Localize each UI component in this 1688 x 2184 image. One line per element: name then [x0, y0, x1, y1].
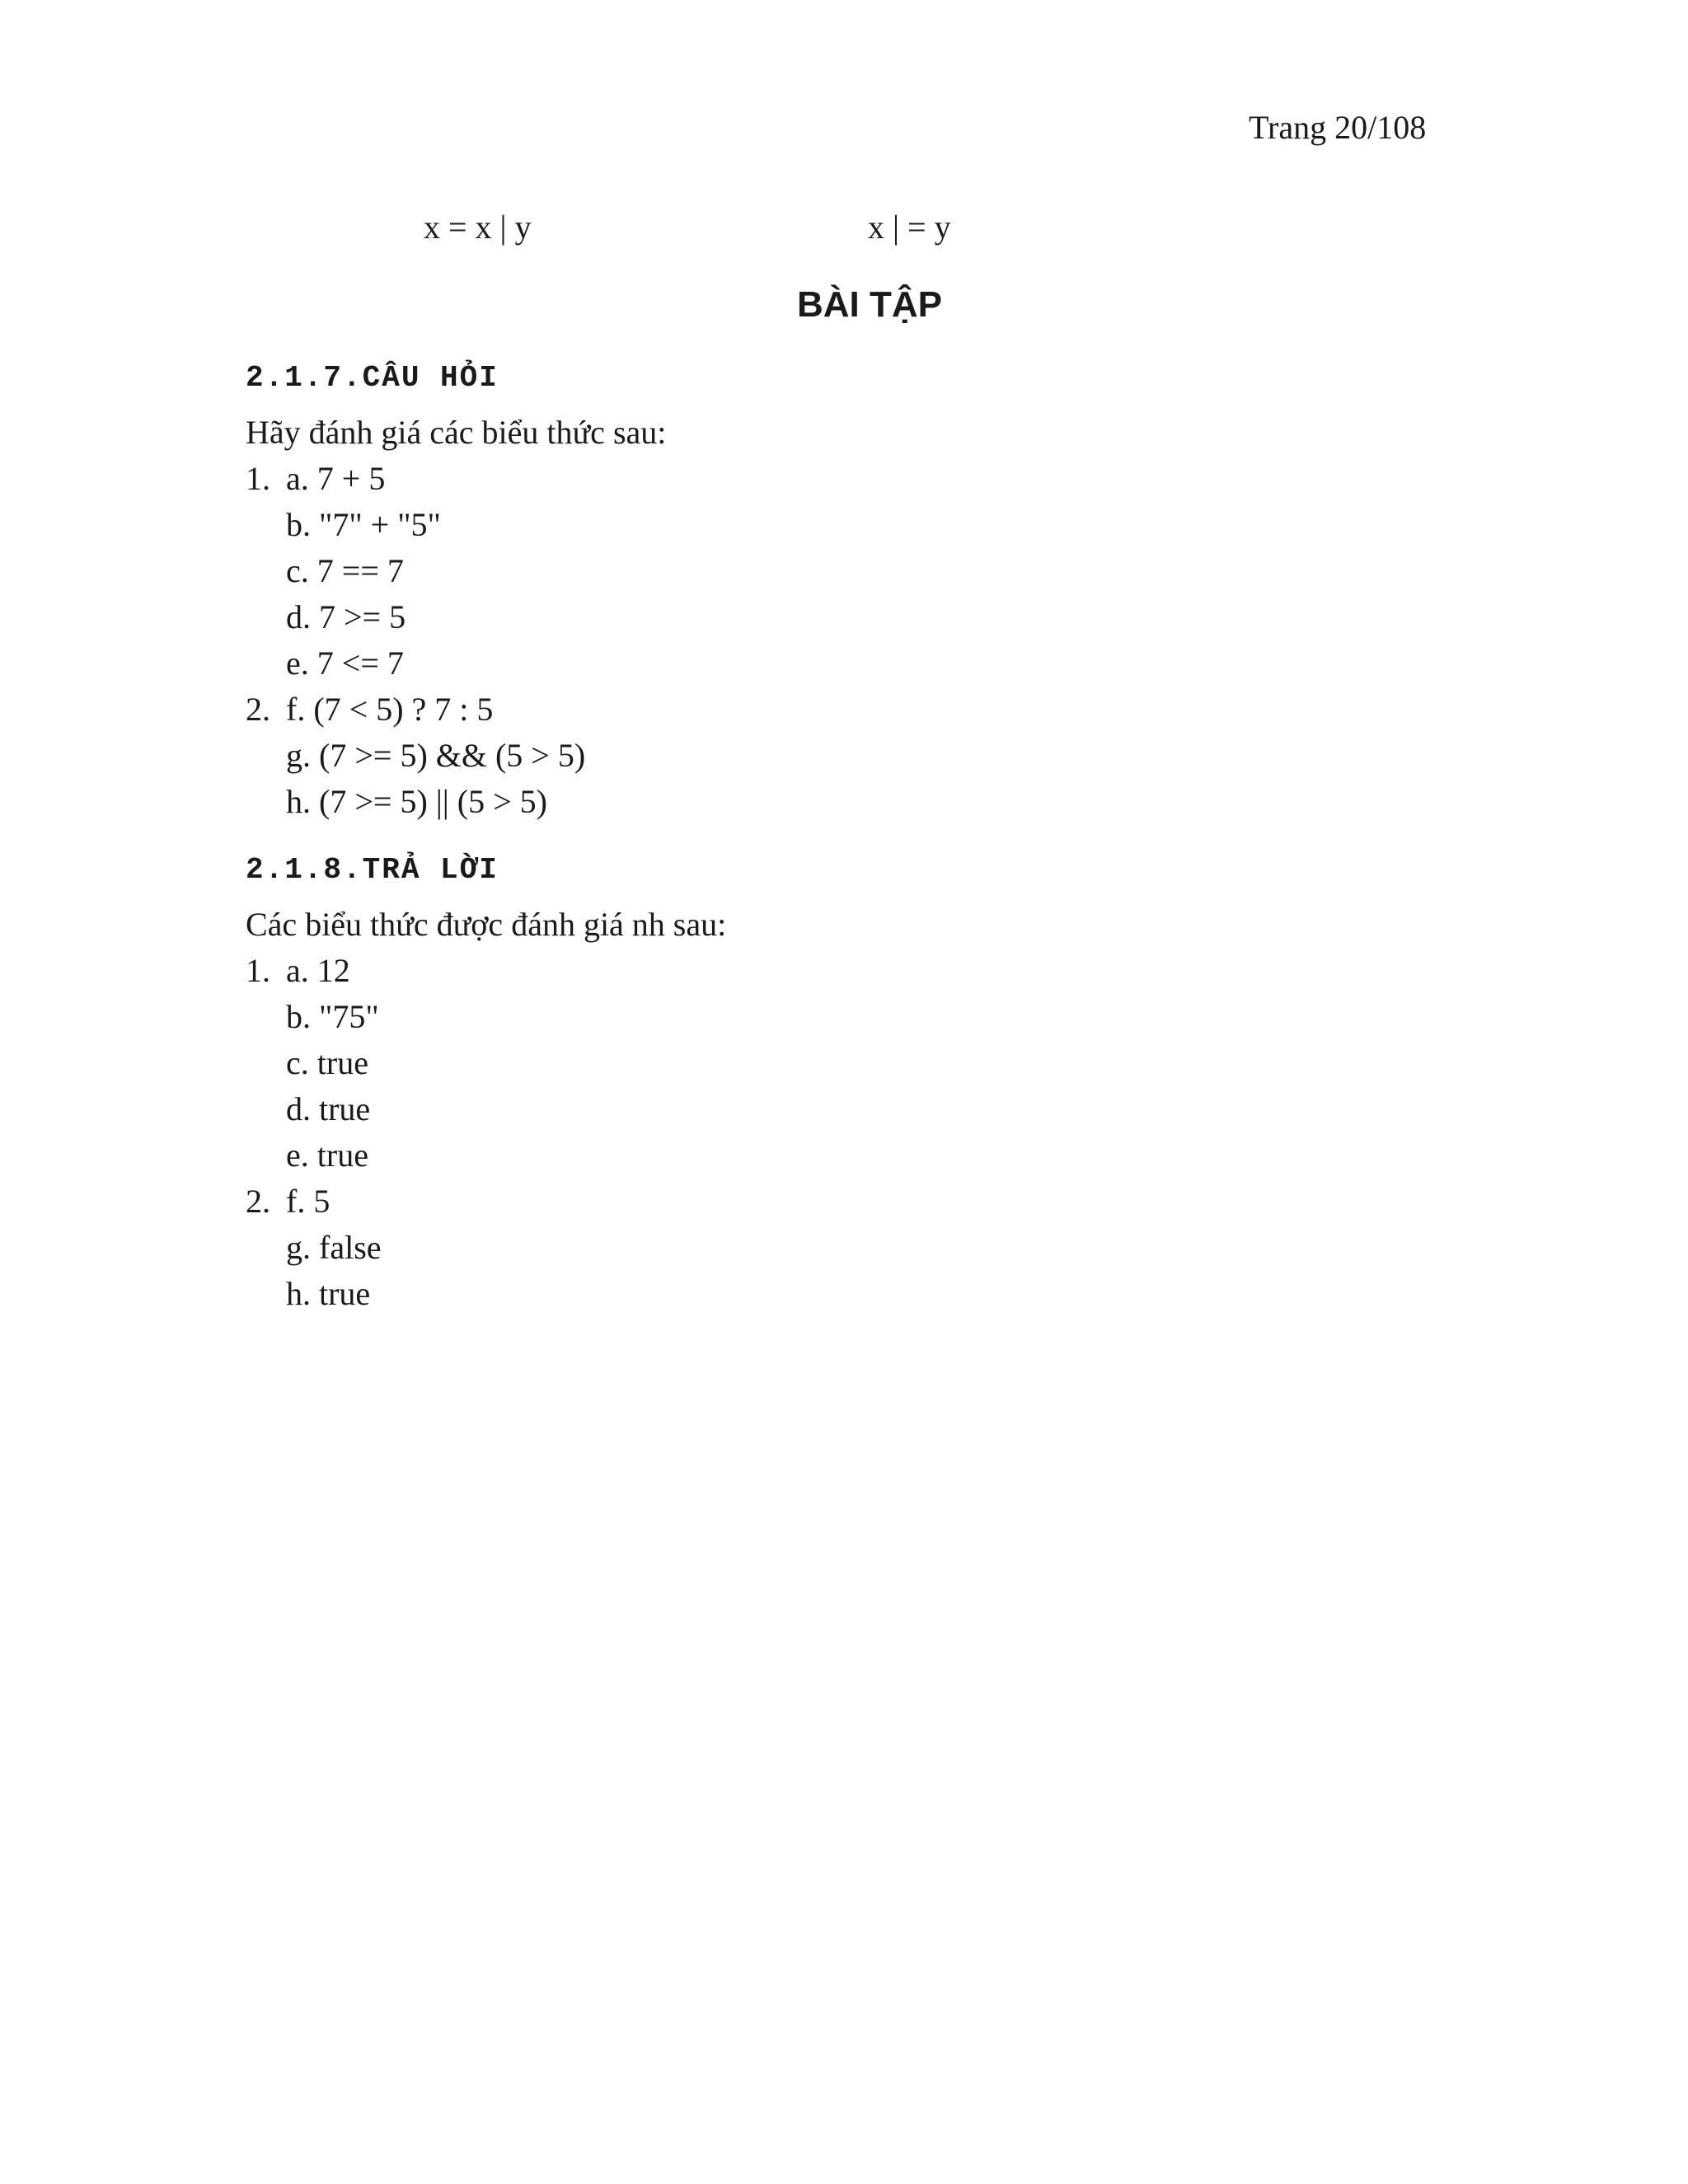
question-item: b. "7" + "5" [286, 506, 441, 543]
question-item: g. (7 >= 5) && (5 > 5) [286, 737, 586, 774]
question-item: a. 7 + 5 [286, 460, 386, 497]
answers-intro: Các biểu thức được đánh giá nh sau: [246, 906, 727, 943]
expression-left: x = x | y [424, 209, 532, 246]
answer-group-number: 1. [246, 952, 270, 989]
question-item: h. (7 >= 5) || (5 > 5) [286, 783, 547, 820]
answer-item: e. true [286, 1137, 368, 1174]
answers-heading: 2.1.8.TRẢ LỜI [246, 853, 499, 887]
question-item: d. 7 >= 5 [286, 598, 406, 635]
answer-item: c. true [286, 1044, 368, 1081]
answer-group-number: 2. [246, 1183, 270, 1220]
question-group-number: 2. [246, 691, 270, 728]
answer-item: b. "75" [286, 998, 379, 1035]
question-item: e. 7 <= 7 [286, 644, 404, 682]
question-item: f. (7 < 5) ? 7 : 5 [286, 691, 494, 728]
questions-heading: 2.1.7.CÂU HỎI [246, 361, 499, 395]
question-item: c. 7 == 7 [286, 552, 404, 589]
answer-item: f. 5 [286, 1183, 331, 1220]
answer-item: g. false [286, 1229, 382, 1266]
answer-item: d. true [286, 1090, 371, 1127]
questions-intro: Hãy đánh giá các biểu thức sau: [246, 414, 667, 451]
answer-item: h. true [286, 1275, 371, 1312]
answer-item: a. 12 [286, 952, 350, 989]
expression-right: x | = y [868, 209, 951, 246]
question-group-number: 1. [246, 460, 270, 497]
page-title: BÀI TẬP [797, 284, 942, 325]
page-number: Trang 20/108 [1249, 109, 1427, 146]
